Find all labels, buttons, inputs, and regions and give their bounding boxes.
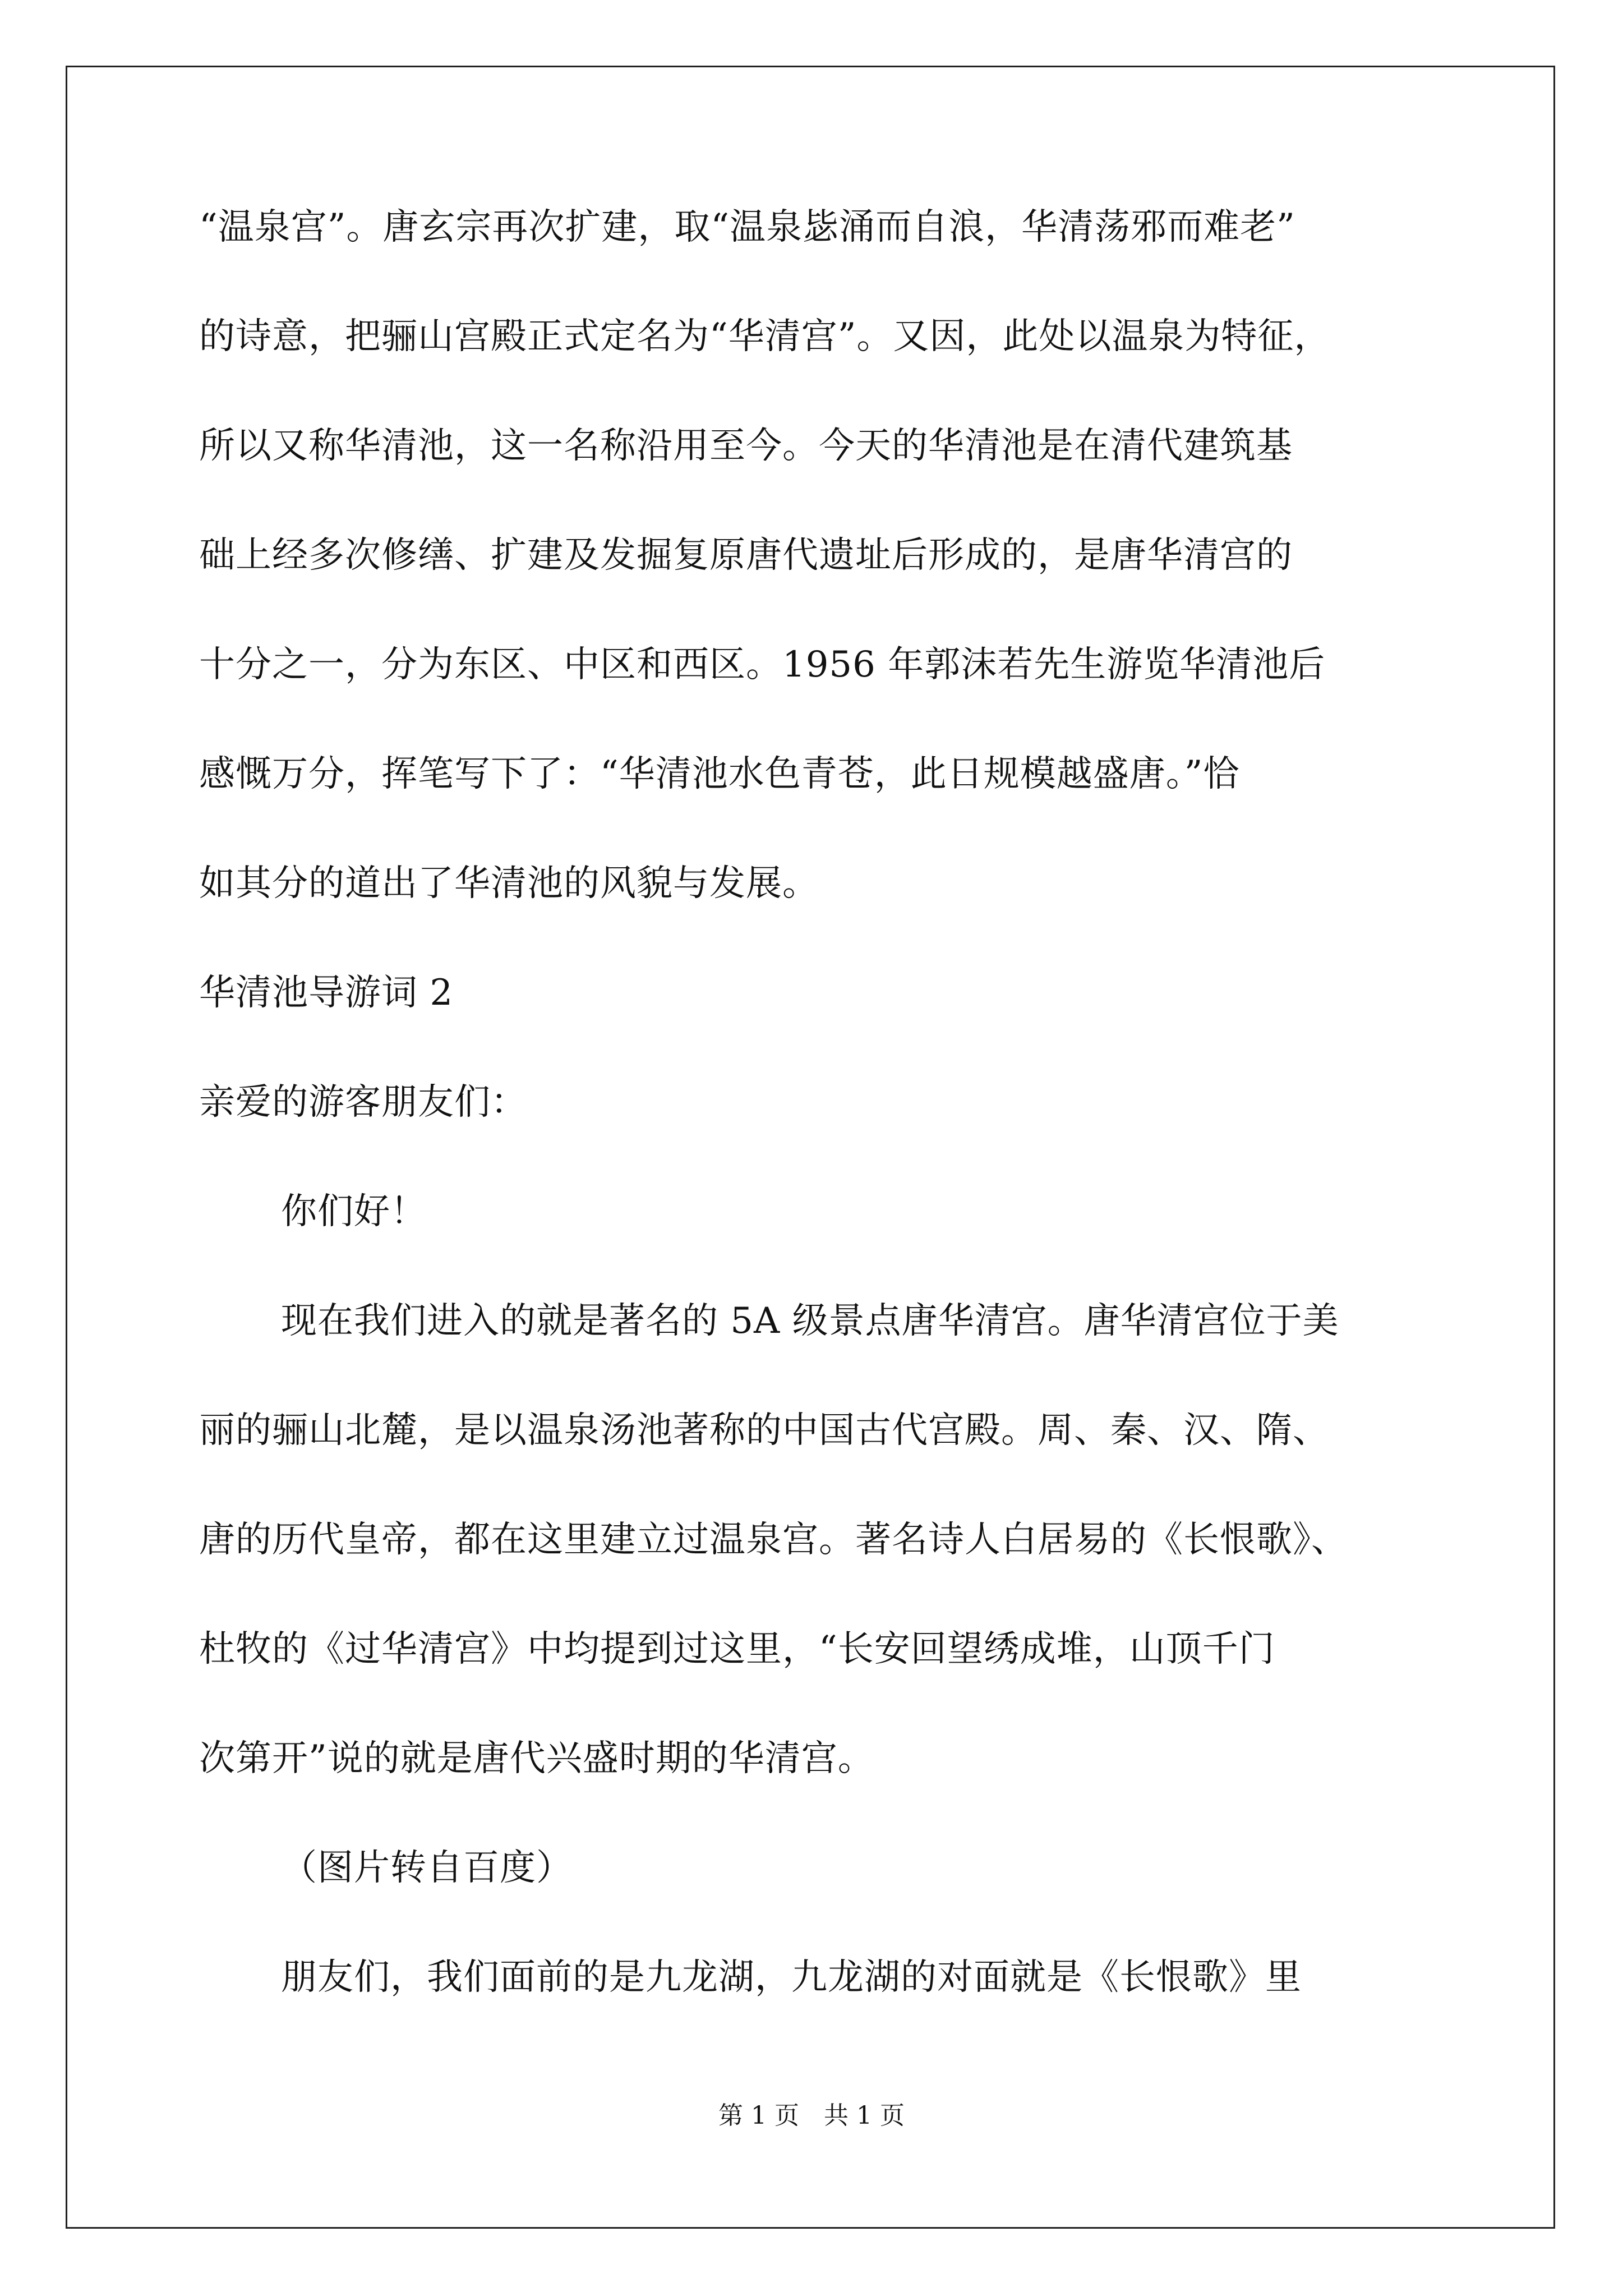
text-line: 础上经多次修缮、扩建及发掘复原唐代遗址后形成的，是唐华清宫的 [199, 535, 1293, 576]
text-line: 现在我们进入的就是著名的 5A 级景点唐华清宫。唐华清宫位于美 [281, 1300, 1339, 1342]
text-line: 十分之一，分为东区、中区和西区。1956 年郭沫若先生游览华清池后 [199, 644, 1326, 685]
text-line: 杜牧的《过华清宫》中均提到过这里，“长安回望绣成堆，山顶千门 [199, 1628, 1275, 1670]
text-line: 次第开”说的就是唐代兴盛时期的华清宫。 [199, 1738, 874, 1779]
page-footer [0, 2099, 1623, 2133]
text-line: 的诗意，把骊山宫殿正式定名为“华清宫”。又因，此处以温泉为特征， [199, 316, 1331, 357]
image-caption: （图片转自百度） [281, 1847, 573, 1889]
greeting: 你们好！ [281, 1191, 427, 1232]
text-line: 所以又称华清池，这一名称沿用至今。今天的华清池是在清代建筑基 [199, 425, 1293, 467]
text-line: 朋友们，我们面前的是九龙湖，九龙湖的对面就是《长恨歌》里 [281, 1957, 1302, 1998]
page-number-total: 共 1 页 [824, 2101, 905, 2130]
page-border [66, 66, 1555, 2229]
text-line: 唐的历代皇帝，都在这里建立过温泉宫。著名诗人白居易的《长恨歌》、 [199, 1519, 1348, 1561]
page-number-current: 第 1 页 [718, 2101, 799, 2130]
text-line: 感慨万分，挥笔写下了：“华清池水色青苍，此日规模越盛唐。”恰 [199, 753, 1240, 795]
text-line: 如其分的道出了华清池的风貌与发展。 [199, 863, 819, 904]
salutation: 亲爱的游客朋友们： [199, 1082, 527, 1123]
section-heading: 华清池导游词 2 [199, 972, 454, 1014]
text-line: “温泉宫”。唐玄宗再次扩建，取“温泉毖涌而自浪，华清荡邪而难老” [199, 206, 1295, 248]
text-line: 丽的骊山北麓，是以温泉汤池著称的中国古代宫殿。周、秦、汉、隋、 [199, 1410, 1329, 1451]
